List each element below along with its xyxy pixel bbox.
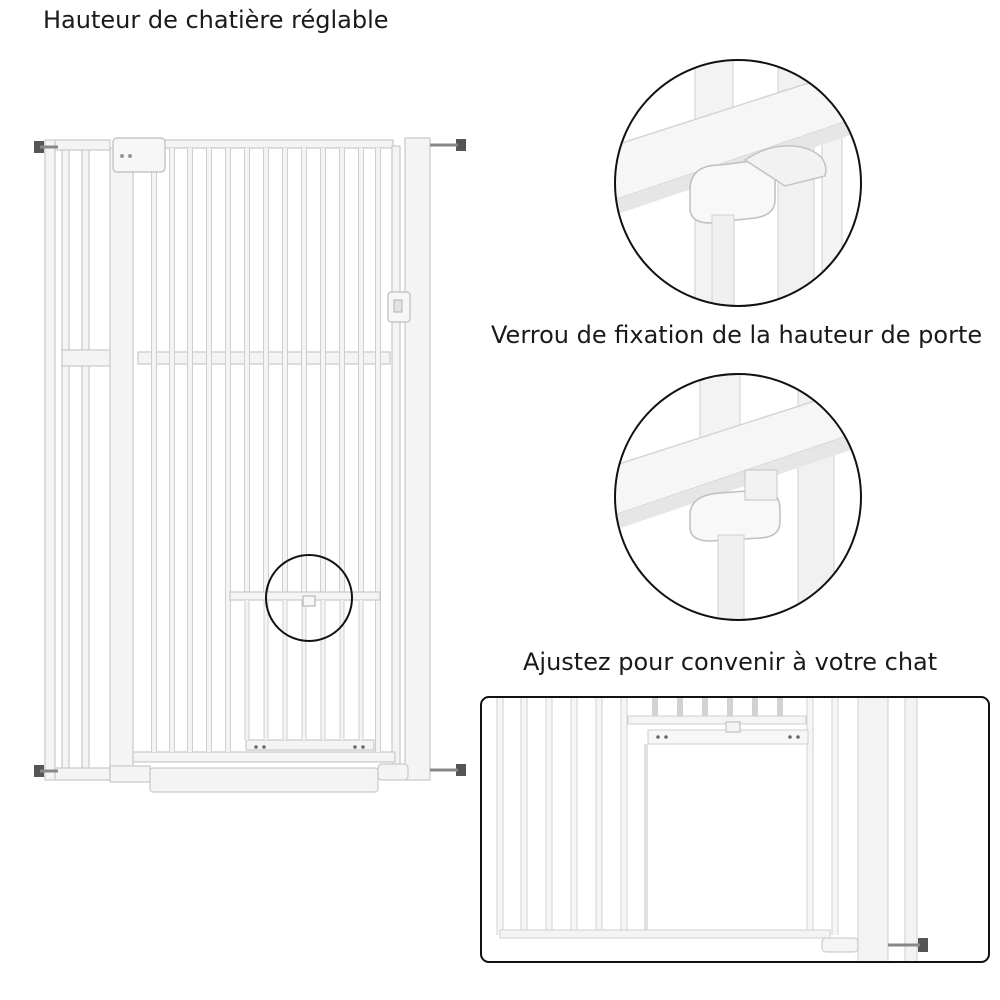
left-extension-rail-mid: [62, 350, 110, 366]
pet-gate: [45, 138, 430, 792]
gate-bottom-bar: [133, 752, 395, 762]
wall-cup-icon: [430, 139, 466, 151]
adjust-detail: [481, 697, 989, 962]
left-extension-rail-top: [55, 140, 110, 150]
gate-right-inner-post: [392, 146, 400, 766]
left-extension-rail-bottom: [55, 768, 110, 780]
gate-base-right: [378, 764, 408, 780]
left-extension-post-2: [82, 146, 89, 774]
left-extension-post: [45, 140, 55, 780]
adjust-caption: Ajustez pour convenir à votre chat: [523, 648, 938, 676]
left-extension-post-inner: [62, 146, 69, 774]
gate-right-post: [405, 138, 430, 780]
title-caption: Hauteur de chatière réglable: [43, 6, 389, 34]
gate-left-post: [110, 148, 133, 780]
wall-cup-icon: [430, 764, 466, 776]
lock-caption: Verrou de fixation de la hauteur de porte: [491, 321, 983, 349]
gate-base-left: [110, 766, 150, 782]
gate-top-bar: [133, 140, 393, 148]
lock-detail-locked: [600, 360, 880, 660]
gate-threshold: [150, 768, 378, 792]
lock-detail-unlocked: [600, 40, 880, 340]
gate-hardware: [113, 138, 410, 322]
